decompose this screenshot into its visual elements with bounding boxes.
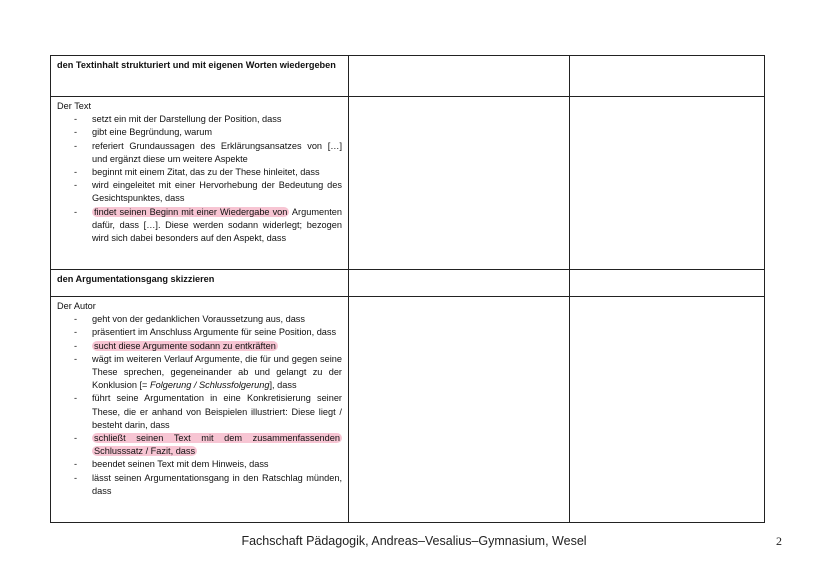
- list-item: - beginnt mit einem Zitat, das zu der These hinleitet, dass: [74, 167, 320, 178]
- list-item: - führt seine Argumentation in eine Konkretisierung seiner These, die er anhand von Beispielen illustriert: Diese liegt / besteht darin, dass: [74, 393, 342, 430]
- heading-cell: [51, 270, 349, 297]
- section-heading: den Argumentationsgang skizzieren: [57, 274, 215, 284]
- empty-cell[interactable]: [349, 270, 570, 297]
- page-number: 2: [776, 534, 782, 548]
- table-row: [51, 97, 765, 270]
- list-item-text: wird eingeleitet mit einer Hervorhebung der Bedeutung des Gesichtspunktes, dass: [92, 180, 342, 204]
- italic-text: Folgerung / Schlussfolgerung: [149, 380, 270, 391]
- list-item: - lässt seinen Argumentationsgang in den Ratschlag münden, dass: [74, 472, 342, 496]
- list-item: - wägt im weiteren Verlauf Argumente, die für und gegen seine These sprechen, gegeneinander ab und gelangt zu der Konklusion [= Folgerung / Schlussfolgerung], dass: [74, 353, 342, 391]
- list-item: - findet seinen Beginn mit einer Wiedergabe von Argumenten dafür, dass […]. Diese werden sodann widerlegt; bezogen wird sich dabei besonders auf den Aspekt, dass: [74, 206, 342, 244]
- table-row: [51, 297, 765, 523]
- list-item-text: geht von der gedanklichen Voraussetzung aus, dass: [92, 314, 305, 325]
- list-item-text: setzt ein mit der Darstellung der Position, dass: [92, 114, 282, 125]
- intro-text: Der Autor: [57, 301, 96, 311]
- list-item: - beendet seinen Text mit dem Hinweis, dass: [74, 459, 269, 470]
- empty-cell[interactable]: [349, 56, 570, 97]
- list-item: - präsentiert im Anschluss Argumente für seine Position, dass: [74, 327, 337, 338]
- list-item-text: Argumenten dafür, dass […]. Diese werden sodann widerlegt; bezogen wird sich dabei besonders auf den Aspekt, dass: [92, 206, 342, 244]
- list-item-text: referiert Grundaussagen des Erklärungsansatzes von […] und ergänzt diese um weitere Aspekte: [92, 140, 342, 164]
- list-item-text: beginnt mit einem Zitat, das zu der These hinleitet, dass: [92, 167, 320, 178]
- heading-cell: [51, 56, 349, 97]
- list-item: - referiert Grundaussagen des Erklärungsansatzes von […] und ergänzt diese um weitere Aspekte: [74, 140, 342, 164]
- list-item-text: beendet seinen Text mit dem Hinweis, dass: [92, 459, 269, 470]
- page-footer: Fachschaft Pädagogik, Andreas–Vesalius–Gymnasium, Wesel: [241, 534, 587, 548]
- content-cell: [51, 97, 349, 270]
- phrase-list: [57, 313, 342, 498]
- worksheet-table: [50, 55, 765, 523]
- empty-cell[interactable]: [349, 297, 570, 523]
- empty-cell[interactable]: [570, 97, 765, 270]
- list-item-text: wägt im weiteren Verlauf Argumente, die für und gegen seine These sprechen, gegeneinander ab und gelangt zu der Konklusion [=: [92, 353, 342, 391]
- list-item-text: gibt eine Begründung, warum: [92, 127, 213, 138]
- highlighted-text: schließt seinen Text mit dem zusammenfassenden Schlusssatz / Fazit, dass: [94, 433, 340, 457]
- list-item: - geht von der gedanklichen Voraussetzung aus, dass: [74, 314, 305, 325]
- list-item-text: lässt seinen Argumentationsgang in den Ratschlag münden, dass: [92, 472, 342, 496]
- table-row: [51, 56, 765, 97]
- content-cell: [51, 297, 349, 523]
- empty-cell[interactable]: [349, 97, 570, 270]
- empty-cell[interactable]: [570, 56, 765, 97]
- section-heading: den Textinhalt strukturiert und mit eigenen Worten wiedergeben: [57, 60, 336, 70]
- list-item: - gibt eine Begründung, warum: [74, 127, 213, 138]
- list-item-text: ], dass: [269, 380, 297, 391]
- list-item: - wird eingeleitet mit einer Hervorhebung der Bedeutung des Gesichtspunktes, dass: [74, 180, 342, 204]
- highlighted-text: findet seinen Beginn mit einer Wiedergabe von: [94, 206, 288, 217]
- list-item: - sucht diese Argumente sodann zu entkräften: [74, 340, 276, 351]
- list-item: - setzt ein mit der Darstellung der Position, dass: [74, 114, 282, 125]
- empty-cell[interactable]: [570, 270, 765, 297]
- list-item-text: führt seine Argumentation in eine Konkretisierung seiner These, die er anhand von Beispielen illustriert: Diese liegt / besteht darin, dass: [92, 393, 342, 430]
- intro-text: Der Text: [57, 101, 92, 111]
- table-row: [51, 270, 765, 297]
- highlighted-text: sucht diese Argumente sodann zu entkräften: [94, 340, 276, 351]
- phrase-list: [57, 113, 342, 245]
- list-item-text: präsentiert im Anschluss Argumente für seine Position, dass: [92, 327, 337, 338]
- list-item: - schließt seinen Text mit dem zusammenfassenden Schlusssatz / Fazit, dass: [74, 433, 340, 457]
- empty-cell[interactable]: [570, 297, 765, 523]
